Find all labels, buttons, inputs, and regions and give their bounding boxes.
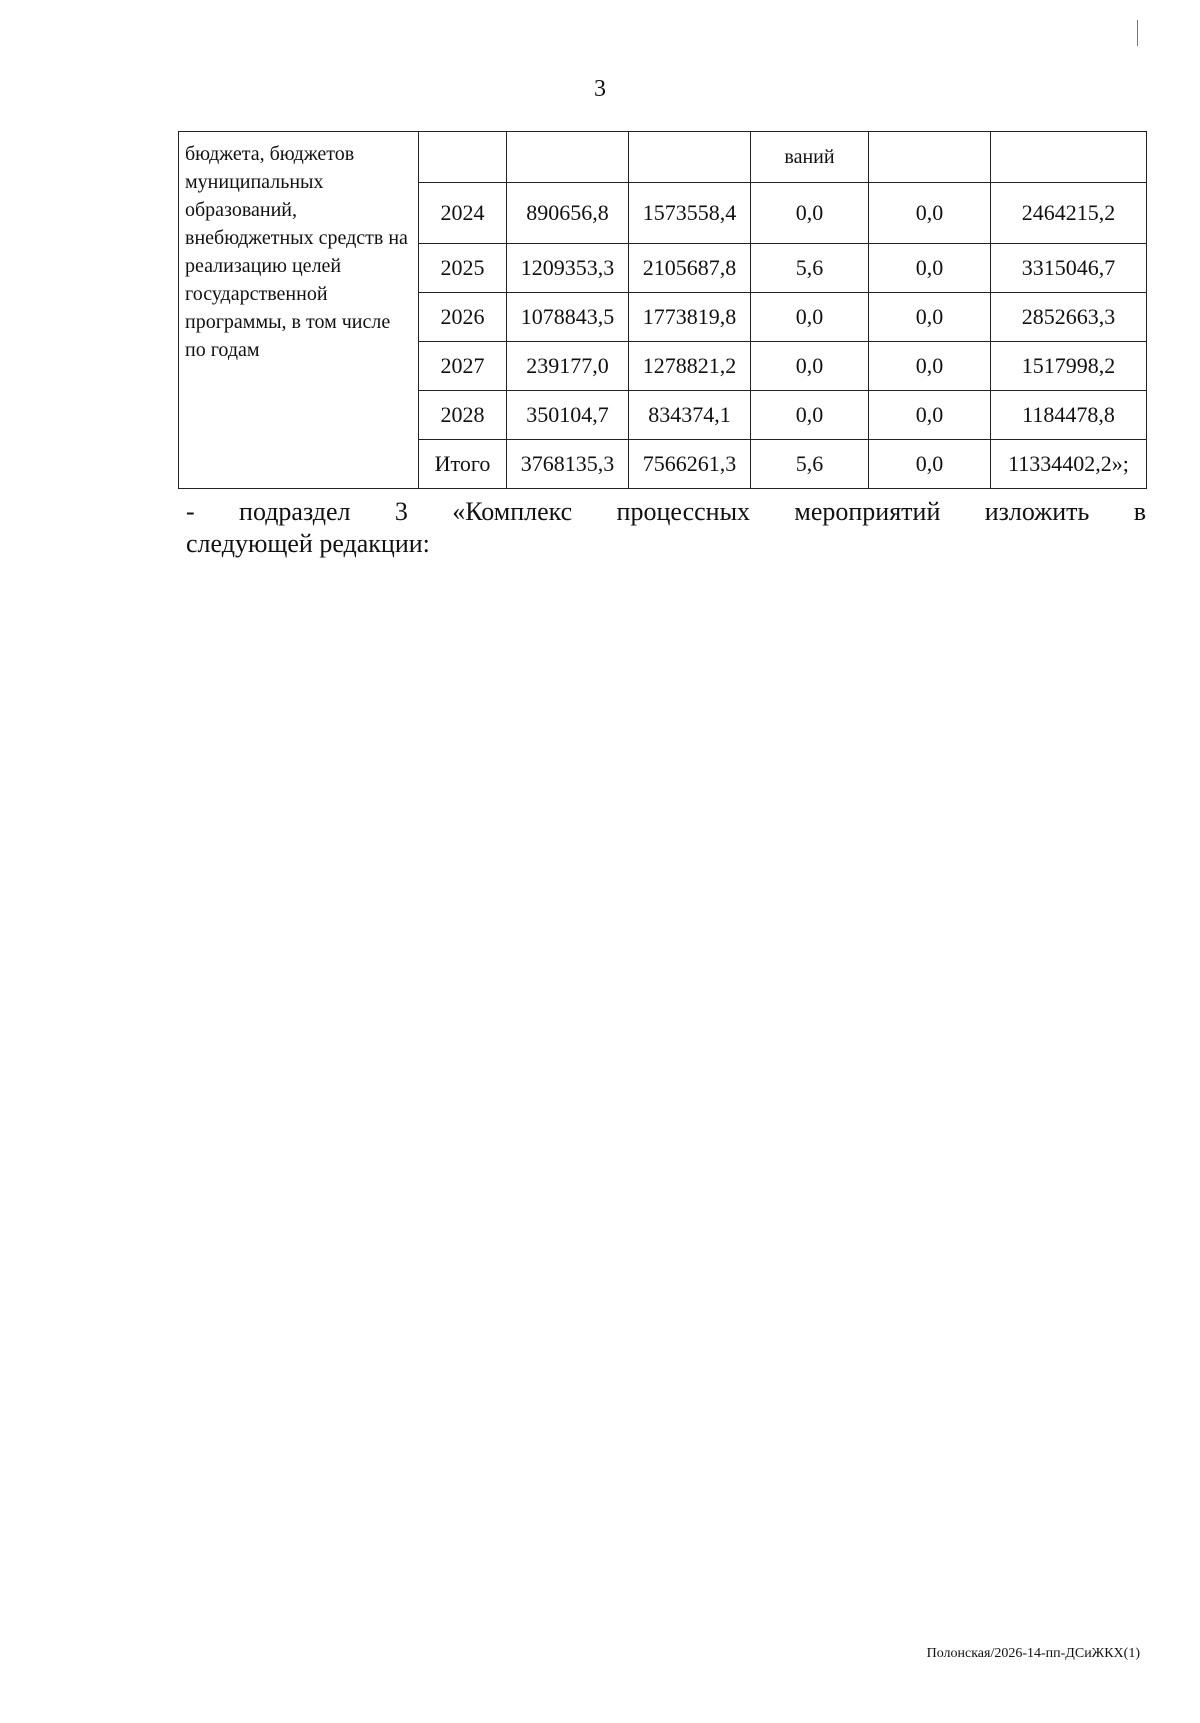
table-cell: 2105687,8 <box>629 244 751 293</box>
table-cell: 0,0 <box>869 342 991 391</box>
table-cell: 1773819,8 <box>629 293 751 342</box>
table-cell: 0,0 <box>869 183 991 244</box>
table-cell-year: 2024 <box>419 183 507 244</box>
table-cell-year: 2028 <box>419 391 507 440</box>
table-cell <box>507 132 629 183</box>
table-cell-total: 1517998,2 <box>991 342 1147 391</box>
table-cell: 1209353,3 <box>507 244 629 293</box>
table-cell <box>991 132 1147 183</box>
table-cell: 0,0 <box>869 293 991 342</box>
table-cell: 350104,7 <box>507 391 629 440</box>
table-row-continuation <box>179 132 1147 183</box>
table-cell: 0,0 <box>751 391 869 440</box>
table-cell: 834374,1 <box>629 391 751 440</box>
table-cell: 1278821,2 <box>629 342 751 391</box>
table-cell-year: 2025 <box>419 244 507 293</box>
table-cell: 5,6 <box>751 244 869 293</box>
table-cell-total: 11334402,2»; <box>991 440 1147 489</box>
table-cell <box>419 132 507 183</box>
table-cell: 3768135,3 <box>507 440 629 489</box>
table-cell-year: 2027 <box>419 342 507 391</box>
table-cell: 0,0 <box>751 183 869 244</box>
table-cell-total: 1184478,8 <box>991 391 1147 440</box>
table-cell-total: 3315046,7 <box>991 244 1147 293</box>
table-cell: 0,0 <box>869 440 991 489</box>
scan-edge-mark <box>1137 20 1138 46</box>
table-cell: 0,0 <box>751 293 869 342</box>
document-footer-code: Полонская/2026-14-пп-ДСиЖКХ(1) <box>926 1646 1140 1661</box>
table-cell: 0,0 <box>869 244 991 293</box>
table-cell-total: 2852663,3 <box>991 293 1147 342</box>
table-cell: 1078843,5 <box>507 293 629 342</box>
table-cell: 5,6 <box>751 440 869 489</box>
page-number: 3 <box>594 76 606 102</box>
body-paragraph-line-2: следующей редакции: <box>186 529 430 558</box>
table-cell: 0,0 <box>869 391 991 440</box>
table-cell-total: 2464215,2 <box>991 183 1147 244</box>
body-paragraph-line-1: - подраздел 3 «Комплекс процессных мероприятий изложить в <box>186 497 1146 526</box>
table-cell-year: Итого <box>419 440 507 489</box>
table-continuation-cell: ваний <box>751 132 869 183</box>
table-cell: 890656,8 <box>507 183 629 244</box>
table-cell <box>629 132 751 183</box>
table-cell-year: 2026 <box>419 293 507 342</box>
table-cell: 7566261,3 <box>629 440 751 489</box>
table-cell <box>869 132 991 183</box>
table-cell: 1573558,4 <box>629 183 751 244</box>
table-cell: 239177,0 <box>507 342 629 391</box>
budget-table <box>178 131 1147 489</box>
table-label-cell: бюджета, бюджетов муниципальных образований, внебюджетных средств на реализацию целей государственной программы, в том числе по годам <box>179 132 419 489</box>
table-cell: 0,0 <box>751 342 869 391</box>
